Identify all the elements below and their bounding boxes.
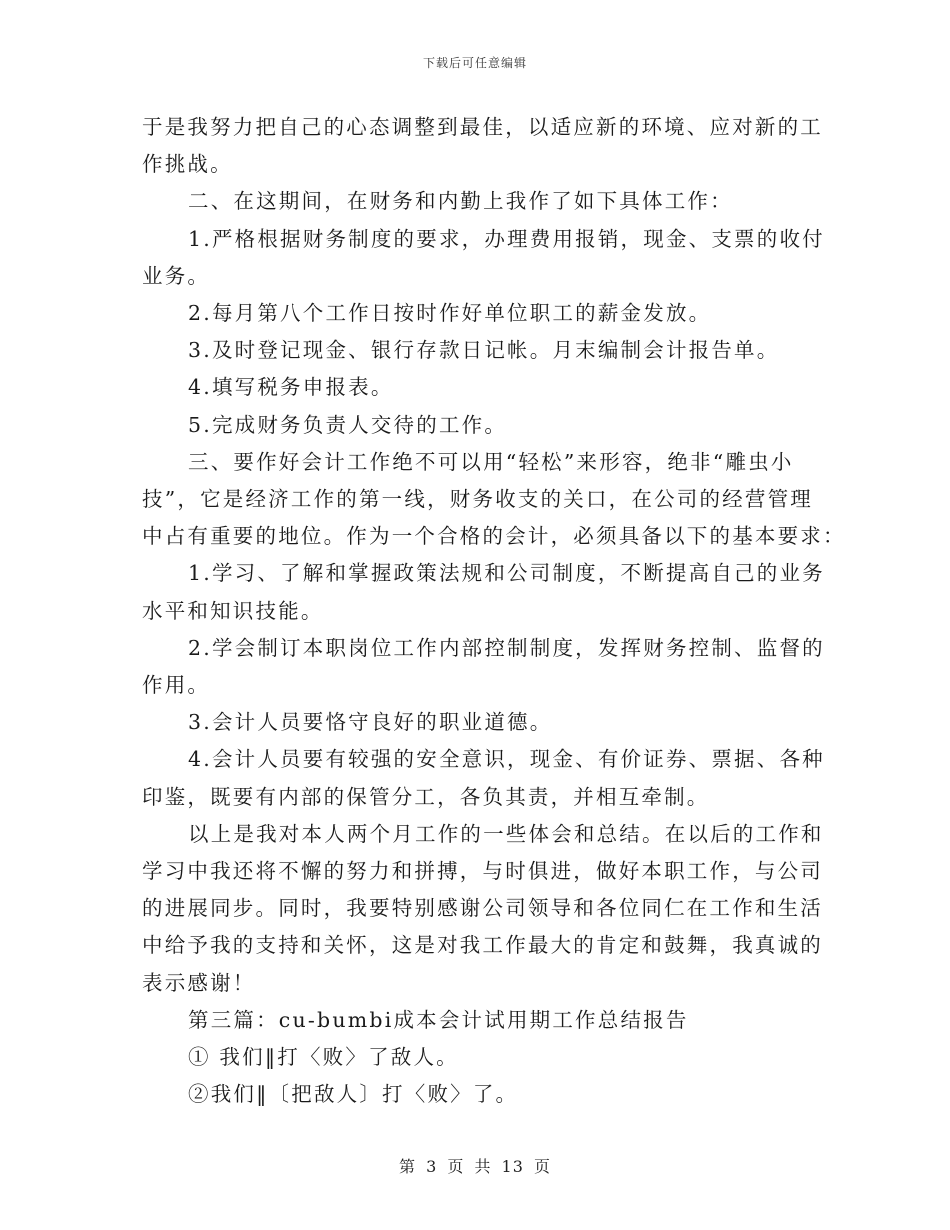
page-header: 下载后可任意编辑 <box>422 56 527 70</box>
text-line: 作挑战。 <box>142 152 233 177</box>
text-line: 表示感谢！ <box>142 970 256 995</box>
text-line: 的进展同步。同时，我要特别感谢公司领导和各位同仁在工作和生活 <box>142 896 823 921</box>
list-item: 3.会计人员要恪守良好的职业道德。 <box>188 710 553 735</box>
list-item: 4.填写税务申报表。 <box>188 375 394 400</box>
list-item: 3.及时登记现金、银行存款日记帐。月末编制会计报告单。 <box>188 338 780 363</box>
example-sentence: ②我们‖〔把敌人〕打〈败〉了。 <box>188 1082 519 1107</box>
list-item: 1.学习、了解和掌握政策法规和公司制度，不断提高自己的业务 <box>188 561 825 586</box>
page-footer: 第 3 页 共 13 页 <box>399 1157 551 1176</box>
list-item: 2.每月第八个工作日按时作好单位职工的薪金发放。 <box>188 301 712 326</box>
chapter-title: 第三篇：cu-bumbi成本会计试用期工作总结报告 <box>188 1007 689 1032</box>
example-sentence: ① 我们‖打〈败〉了敌人。 <box>188 1045 459 1070</box>
text-line: 水平和知识技能。 <box>142 598 324 623</box>
text-line: 印鉴，既要有内部的保管分工，各负其责，并相互牵制。 <box>142 784 710 809</box>
section-heading: 三、要作好会计工作绝不可以用“轻松”来形容，绝非“雕虫小 <box>188 449 794 474</box>
text-line: 中占有重要的地位。作为一个合格的会计，必须具备以下的基本要求： <box>142 524 846 549</box>
text-line: 技”，它是经济工作的第一线，财务收支的关口，在公司的经营管理 <box>142 487 813 512</box>
text-line: 中给予我的支持和关怀，这是对我工作最大的肯定和鼓舞，我真诚的 <box>142 933 823 958</box>
document-body <box>142 109 846 1113</box>
list-item: 5.完成财务负责人交待的工作。 <box>188 412 508 437</box>
list-item: 2.学会制订本职岗位工作内部控制制度，发挥财务控制、监督的 <box>188 635 825 660</box>
list-item: 1.严格根据财务制度的要求，办理费用报销，现金、支票的收付 <box>188 226 825 251</box>
text-line: 于是我努力把自己的心态调整到最佳，以适应新的环境、应对新的工 <box>142 115 823 139</box>
text-line: 学习中我还将不懈的努力和拼搏，与时俱进，做好本职工作，与公司 <box>142 859 823 884</box>
list-item: 4.会计人员要有较强的安全意识，现金、有价证券、票据、各种 <box>188 747 825 772</box>
text-line: 业务。 <box>142 263 211 288</box>
section-heading: 二、在这期间，在财务和内勤上我作了如下具体工作： <box>188 189 733 214</box>
text-line: 作用。 <box>142 673 211 698</box>
text-line: 以上是我对本人两个月工作的一些体会和总结。在以后的工作和 <box>188 821 824 846</box>
